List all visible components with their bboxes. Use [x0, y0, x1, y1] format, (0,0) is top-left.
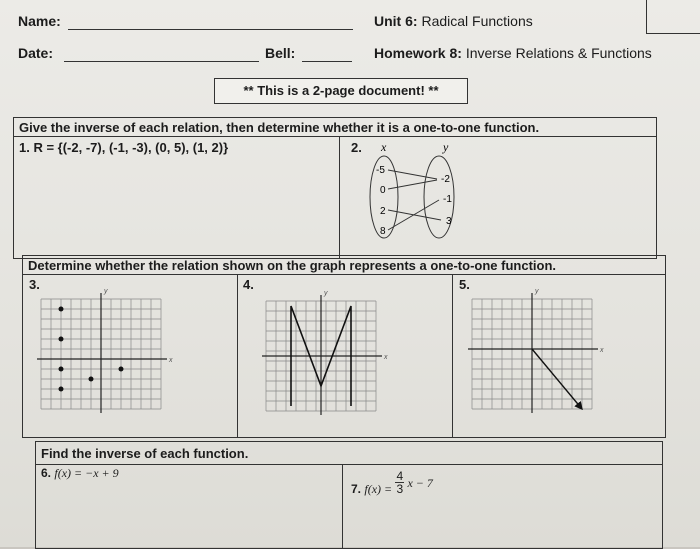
name-label: Name:	[18, 13, 61, 29]
unit-number: Unit 6:	[374, 13, 418, 29]
name-field[interactable]	[68, 29, 353, 30]
x-axis-label: x	[384, 354, 388, 361]
divider	[342, 464, 343, 548]
domain-value: -5	[376, 165, 385, 176]
mapping-diagram	[359, 140, 479, 240]
question-7	[351, 470, 433, 495]
question-6	[41, 466, 119, 481]
section3-title: Find the inverse of each function.	[41, 446, 249, 461]
range-value: -2	[441, 174, 450, 185]
y-axis-label: y	[104, 288, 108, 295]
q7-lhs: f(x) =	[364, 481, 393, 496]
y-axis-label: y	[535, 288, 539, 295]
section1-title: Give the inverse of each relation, then determine whether it is a one-to-one function.	[14, 118, 656, 137]
data-point	[59, 387, 64, 392]
q4-number: 4.	[243, 277, 254, 292]
data-point	[59, 367, 64, 372]
homework-name: Inverse Relations & Functions	[465, 45, 652, 61]
q7-numerator: 4	[396, 469, 404, 483]
data-point	[59, 337, 64, 342]
graph-q4	[261, 290, 391, 415]
q3-number: 3.	[29, 277, 40, 292]
y-axis-label: y	[324, 290, 328, 297]
question-1	[19, 140, 228, 155]
mapping-y-header: y	[443, 140, 449, 154]
unit-title	[374, 13, 533, 29]
q5-number: 5.	[459, 277, 470, 292]
graph-q5	[468, 288, 608, 418]
date-field[interactable]	[64, 61, 259, 62]
date-label: Date:	[18, 45, 54, 61]
q1-relation: R = {(-2, -7), (-1, -3), (0, 5), (1, 2)}	[33, 140, 229, 155]
divider	[237, 275, 238, 437]
q7-rhs: x − 7	[407, 475, 433, 490]
q7-fraction	[395, 470, 404, 495]
domain-value: 8	[380, 226, 386, 237]
homework-title	[374, 45, 652, 61]
section2-title: Determine whether the relation shown on the graph represents a one-to-one function.	[23, 256, 665, 275]
q7-denominator: 3	[396, 482, 404, 496]
data-point	[89, 377, 94, 382]
domain-value: 2	[380, 206, 386, 217]
homework-number: Homework 8:	[374, 45, 462, 61]
q6-expression: f(x) = −x + 9	[54, 466, 119, 480]
unit-name: Radical Functions	[421, 13, 533, 29]
range-value: -1	[443, 194, 452, 205]
x-axis-label: x	[169, 357, 173, 364]
range-value: 3	[446, 216, 452, 227]
bell-field[interactable]	[302, 61, 352, 62]
q6-number: 6.	[41, 466, 52, 480]
mapping-x-header: x	[381, 140, 387, 154]
q1-number: 1.	[19, 140, 30, 155]
divider	[339, 137, 340, 258]
mapping-arrow	[388, 180, 437, 189]
divider	[452, 275, 453, 437]
two-page-banner: ** This is a 2-page document! **	[214, 78, 468, 104]
bell-label: Bell:	[265, 45, 296, 61]
domain-value: 0	[380, 185, 386, 196]
score-box	[646, 0, 700, 34]
data-point	[59, 307, 64, 312]
section-inverse-relations	[13, 117, 657, 259]
mapping-arrow	[388, 200, 439, 230]
q7-number: 7.	[351, 481, 362, 496]
x-axis-label: x	[600, 347, 604, 354]
q2-number: 2.	[351, 140, 362, 155]
graph-q3	[35, 288, 185, 418]
data-point	[119, 367, 124, 372]
section-inverse-functions	[35, 441, 663, 549]
divider	[36, 464, 662, 465]
